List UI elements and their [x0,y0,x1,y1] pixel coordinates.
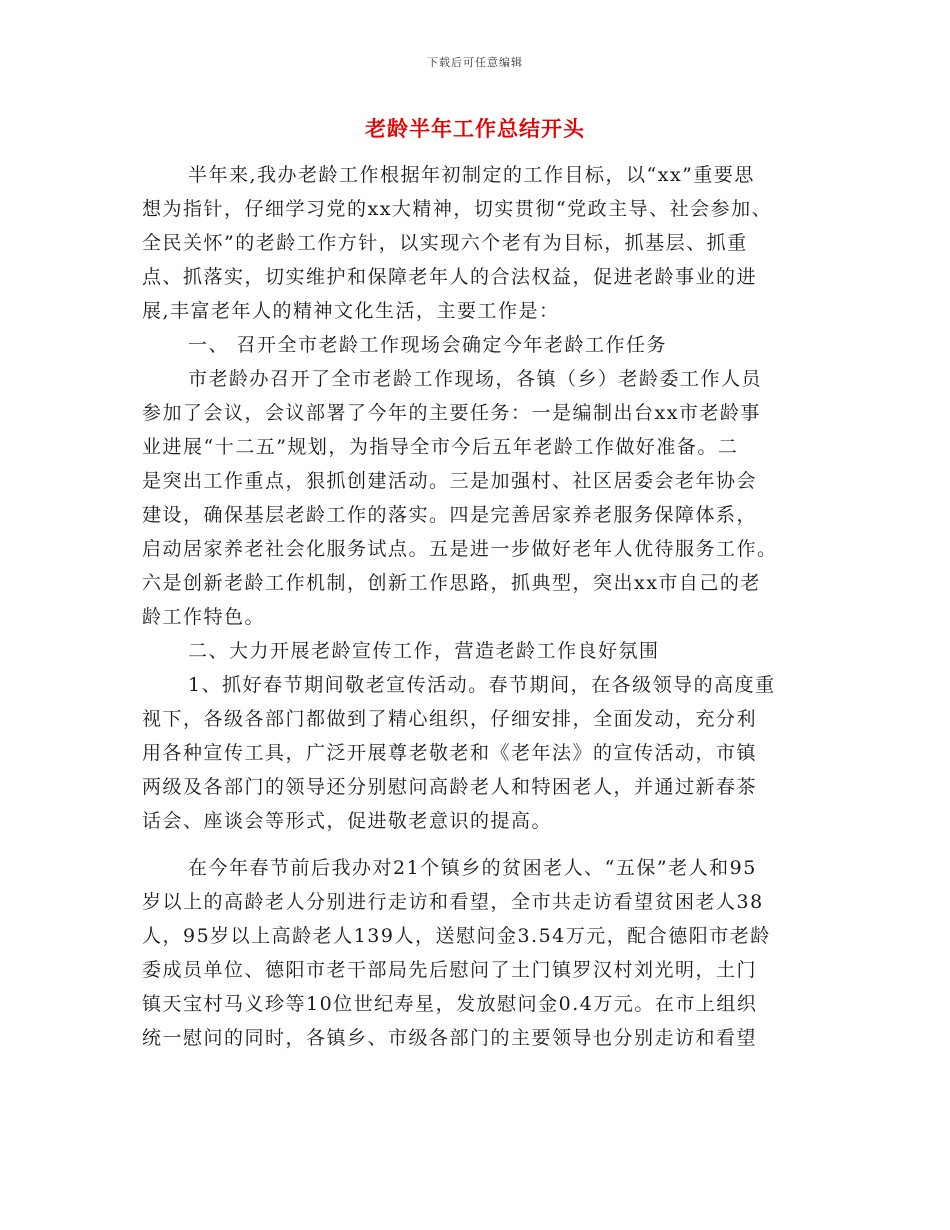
body-line: 话会、座谈会等形式，促进敬老意识的提高。 [142,810,553,832]
body-line: 想为指针，仔细学习党的xx大精神，切实贯彻“党政主导、社会参加、 [142,198,773,220]
body-line: 点、抓落实，切实维护和保障老年人的合法权益，促进老龄事业的进 [142,266,758,288]
body-line: 业进展“十二五”规划，为指导全市今后五年老龄工作做好准备。二 [142,436,739,458]
body-line: 1、抓好春节期间敬老宣传活动。春节期间，在各级领导的高度重 [188,674,776,696]
body-line: 用各种宣传工具，广泛开展尊老敬老和《老年法》的宣传活动，市镇 [142,742,758,764]
body-line: 统一慰问的同时，各镇乡、市级各部门的主要领导也分别走访和看望 [142,1027,758,1049]
body-line: 半年来,我办老龄工作根据年初制定的工作目标，以“xx”重要思 [188,164,755,186]
body-line: 启动居家养老社会化服务试点。五是进一步做好老年人优待服务工作。 [142,538,778,560]
document-title: 老龄半年工作总结开头 [365,116,585,141]
body-line: 龄工作特色。 [142,606,266,628]
body-line: 委成员单位、德阳市老干部局先后慰问了土门镇罗汉村刘光明，土门 [142,959,758,981]
body-line: 展,丰富老年人的精神文化生活，主要工作是： [142,300,560,322]
body-line: 岁以上的高龄老人分别进行走访和看望，全市共走访看望贫困老人38 [142,891,764,913]
body-line: 市老龄办召开了全市老龄工作现场，各镇（乡）老龄委工作人员 [188,368,763,390]
body-line: 人，95岁以上高龄老人139人，送慰问金3.54万元，配合德阳市老龄 [142,925,771,947]
body-line: 六是创新老龄工作机制，创新工作思路，抓典型，突出xx市自己的老 [142,572,761,594]
document-body [142,158,814,1055]
section-heading-1: 一、 召开全市老龄工作现场会确定今年老龄工作任务 [188,334,668,356]
body-line: 全民关怀”的老龄工作方针，以实现六个老有为目标，抓基层、抓重 [142,232,748,254]
body-line: 镇天宝村马义珍等10位世纪寿星，发放慰问金0.4万元。在市上组织 [142,993,758,1015]
body-line: 建设，确保基层老龄工作的落实。四是完善居家养老服务保障体系， [142,504,758,526]
body-line: 参加了会议，会议部署了今年的主要任务：一是编制出台xx市老龄事 [142,402,761,424]
body-line: 是突出工作重点，狠抓创建活动。三是加强村、社区居委会老年协会 [142,470,758,492]
body-line: 在今年春节前后我办对21个镇乡的贫困老人、“五保”老人和95 [188,857,757,879]
body-line: 视下，各级各部门都做到了精心组织，仔细安排，全面发动，充分利 [142,708,758,730]
section-heading-2: 二、大力开展老龄宣传工作，营造老龄工作良好氛围 [188,640,660,662]
body-line: 两级及各部门的领导还分别慰问高龄老人和特困老人，并通过新春茶 [142,776,758,798]
page-header-note: 下载后可任意编辑 [427,56,523,69]
paragraph-gap [142,838,814,851]
